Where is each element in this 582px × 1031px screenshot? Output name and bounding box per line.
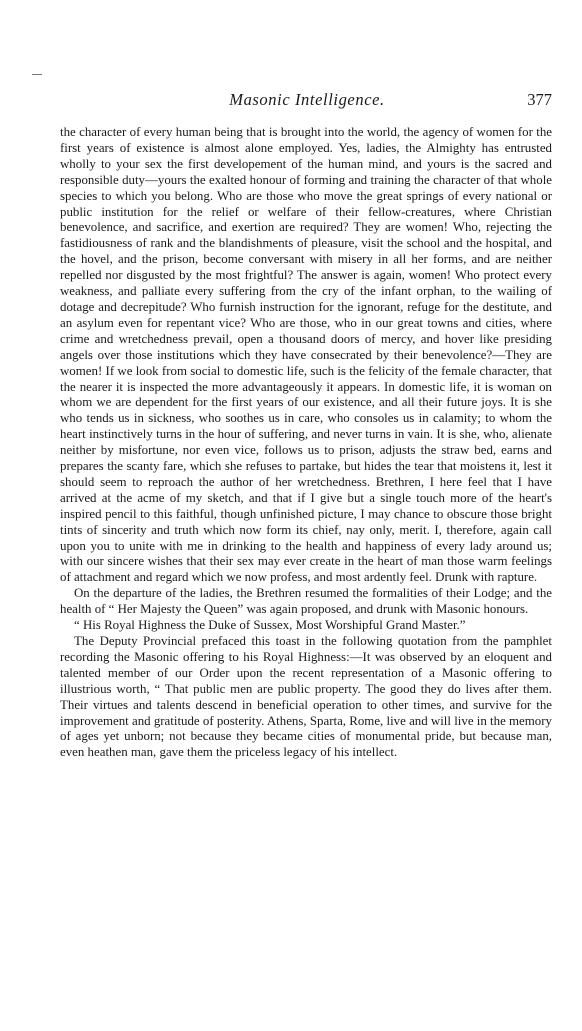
running-head bbox=[62, 89, 552, 111]
running-title: Masonic Intelligence. bbox=[229, 90, 385, 109]
paragraph-continued: the character of every human being that is brought into the world, the agency of women for the first years of existence is almost alone employed. Yes, ladies, the Almighty has entrusted wholly to your sex the first developement of the human mind, and yours is the sacred and responsible duty—yours the exalted honour of forming and training the character of that whole species to which you belong. Who are those who move the great springs of every national or public institution for the relief or welfare of their fellow-creatures, where Christian benevolence, and sacrifice, and exertion are required? They are women! Who, rejecting the fastidiousness of rank and the blandishments of pleasure, visit the school and the hospital, and the hovel, and the prison, become conversant with misery in all her forms, and are neither repelled nor disgusted by the most frightful? The answer is again, women! Who protect every weakness, and palliate every suffering from the cry of the infant orphan, to the wailing of dotage and decrepitude? Who furnish instruction for the ignorant, refuge for the destitute, and an asylum even for repentant vice? Who are those, who in our great towns and cities, where crime and wretchedness prevail, open a thousand doors of mercy, and hover like presiding angels over those institutions which they have consecrated by their benevolence?—They are women! If we look from social to domestic life, such is the felicity of the female character, that the nearer it is inspected the more advantageously it appears. In domestic life, it is woman on whom we are dependent for the first years of our existence, and all their future joys. It is she who tends us in sickness, who soothes us in care, who consoles us in calamity; to whom the heart instinctively turns in the hour of suffering, and never turns in vain. It is she, who, alienate neither by misfortune, nor even vice, follows us to prison, adjusts the straw bed, earns and prepares the scanty fare, which she refuses to partake, but hides the tear that moistens it, lest it should seem to reproach the author of her wretchedness. Brethren, I here feel that I have arrived at the acme of my sketch, and that if I give but a single touch more of the heart's inspired pencil to this faithful, though unfinished picture, I may chance to obscure those bright tints of sincerity and truth which now form its chief, nay only, merit. I, therefore, again call upon you to unite with me in drinking to the health and happiness of every lady around us; with our sincere wishes that their sex may ever create in the heart of man those warm feelings of attachment and regard which we now profess, and most ardently feel. Drunk with rapture. bbox=[60, 125, 552, 585]
page-number: 377 bbox=[527, 90, 552, 109]
paragraph-departure-of-ladies: On the departure of the ladies, the Brethren resumed the formalities of their Lodge; and the health of “ Her Majesty the Queen” was again proposed, and drunk with Masonic honours. bbox=[60, 586, 552, 617]
paragraph-deputy-provincial: The Deputy Provincial prefaced this toast in the following quotation from the pamphlet recording the Masonic offering to his Royal Highness:—It was observed by an eloquent and talented member of our Order upon the recent representation of a Masonic offering to illustrious worth, “ That public men are public property. The good they do lives after them. Their virtues and talents descend in beneficial operation to other times, and survive for the improvement and gratitude of posterity. Athens, Sparta, Rome, live and will live in the memory of ages yet unborn; not because they became cities of monumental pride, but because man, even heathen man, gave them the priceless legacy of his intellect. bbox=[60, 634, 552, 760]
body-text bbox=[60, 125, 552, 761]
page-corner-mark bbox=[32, 74, 42, 75]
paragraph-toast-duke-of-sussex: “ His Royal Highness the Duke of Sussex, Most Worshipful Grand Master.” bbox=[74, 618, 466, 633]
